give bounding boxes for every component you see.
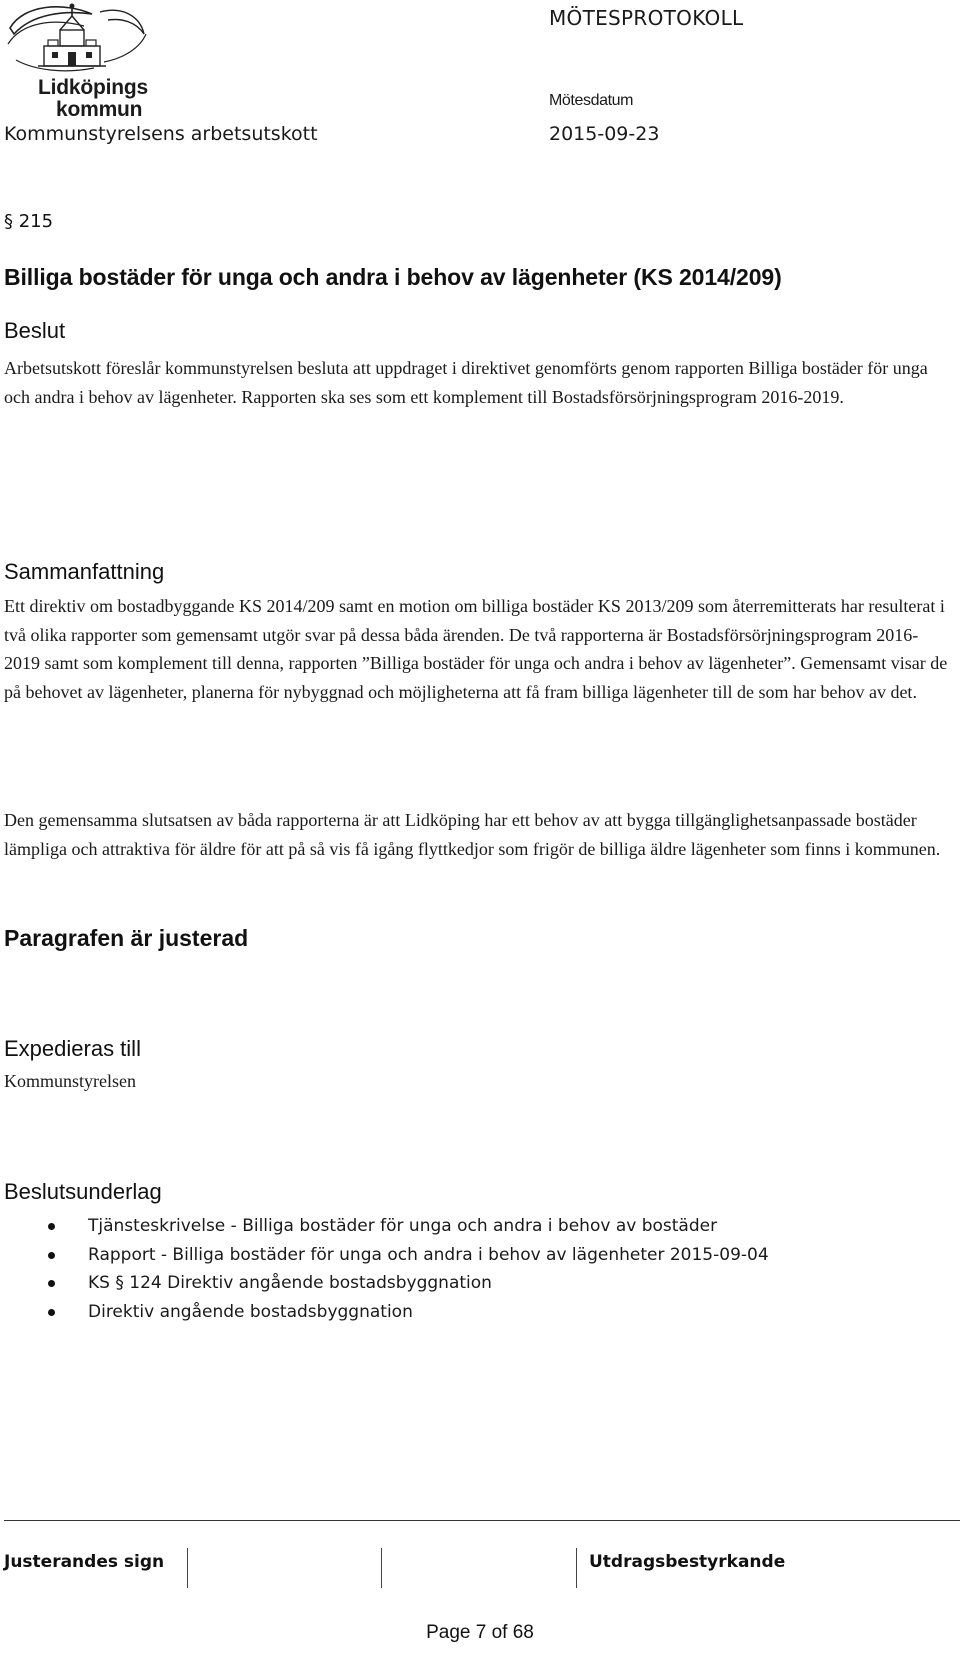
signature-divider bbox=[576, 1548, 577, 1588]
bullet-icon bbox=[48, 1309, 55, 1316]
list-item-text: Rapport - Billiga bostäder för unga och andra i behov av lägenheter 2015-09-04 bbox=[88, 1244, 769, 1265]
summary-heading: Sammanfattning bbox=[4, 559, 165, 584]
list-item bbox=[48, 1212, 769, 1241]
list-item bbox=[48, 1241, 769, 1270]
decision-paragraph: Arbetsutskott föreslår kommunstyrelsen besluta att uppdraget i direktivet genomförts genom rapporten Billiga bostäder för unga och andra i behov av lägenheter. Rapporten ska ses som ett komplement till Bostadsförsörjningsprogram 2016-2019. bbox=[4, 358, 928, 407]
list-item-text: Direktiv angående bostadsbyggnation bbox=[88, 1301, 413, 1322]
castle-emblem-icon bbox=[4, 0, 154, 80]
committee-name: Kommunstyrelsens arbetsutskott bbox=[4, 123, 318, 145]
list-item bbox=[48, 1269, 769, 1298]
case-title: Billiga bostäder för unga och andra i behov av lägenheter (KS 2014/209) bbox=[4, 264, 782, 290]
decision-text bbox=[4, 354, 954, 411]
signature-divider bbox=[381, 1548, 382, 1588]
logo-text-line-2: kommun bbox=[56, 98, 143, 121]
list-item-text: KS § 124 Direktiv angående bostadsbyggnation bbox=[88, 1273, 492, 1293]
bullet-icon bbox=[48, 1223, 55, 1230]
decision-basis-list bbox=[48, 1212, 769, 1326]
bullet-icon bbox=[48, 1252, 55, 1259]
list-item bbox=[48, 1298, 769, 1327]
decision-heading: Beslut bbox=[4, 318, 66, 343]
document-type: MÖTESPROTOKOLL bbox=[549, 6, 744, 30]
summary-text bbox=[4, 592, 954, 706]
summary-conclusion bbox=[4, 806, 954, 863]
signature-divider bbox=[187, 1548, 188, 1588]
logo-text-line-1: Lidköpings bbox=[38, 76, 148, 99]
list-item-text: Tjänsteskrivelse - Billiga bostäder för unga och andra i behov av bostäder bbox=[88, 1216, 718, 1236]
decision-basis-heading: Beslutsunderlag bbox=[4, 1179, 162, 1204]
meeting-date: 2015-09-23 bbox=[549, 123, 660, 145]
signature-label: Justerandes sign bbox=[4, 1552, 165, 1572]
paragraph-number: § 215 bbox=[4, 211, 54, 232]
bullet-icon bbox=[48, 1280, 55, 1287]
adjusted-statement: Paragrafen är justerad bbox=[4, 925, 249, 951]
summary-paragraph-2: Den gemensamma slutsatsen av båda rapporterna är att Lidköping har ett behov av att bygga tillgänglighetsanpassade bostäder lämpliga och attraktiva för äldre för att på så vis få igång flyttkedjor som frigör de billiga äldre lägenheter som finns i kommunen. bbox=[4, 810, 941, 859]
footer-rule bbox=[4, 1520, 960, 1521]
certification-label: Utdragsbestyrkande bbox=[589, 1552, 786, 1572]
summary-paragraph-1: Ett direktiv om bostadbyggande KS 2014/209 samt en motion om billiga bostäder KS 2013/209 som återremitterats har resulterat i två olika rapporter som gemensamt utgör svar på dessa båda ärenden. De två rapporterna är Bostadsförsörjningsprogram 2016-2019 samt som komplement till denna, rapporten ”Billiga bostäder för unga och andra i behov av lägenheter”. Gemensamt visar de på behovet av lägenheter, planerna för nybyggnad och möjligheterna att få fram billiga lägenheter till de som har behov av det. bbox=[4, 596, 948, 702]
dispatch-heading: Expedieras till bbox=[4, 1036, 141, 1061]
dispatch-recipient: Kommunstyrelsen bbox=[4, 1071, 136, 1091]
page-number: Page 7 of 68 bbox=[426, 1622, 534, 1643]
meeting-date-label: Mötesdatum bbox=[549, 92, 634, 109]
